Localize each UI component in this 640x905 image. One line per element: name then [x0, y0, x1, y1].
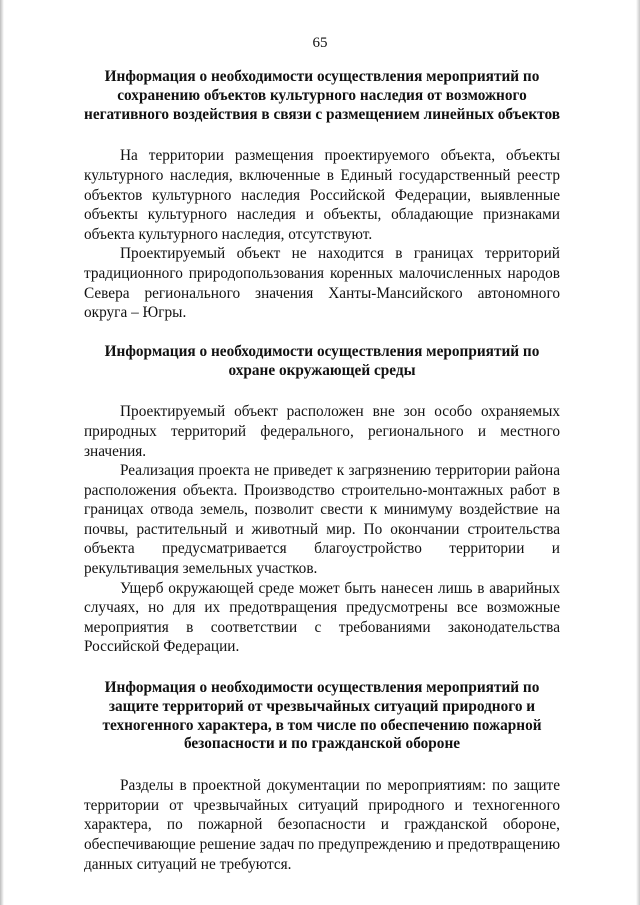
heading-line: защите территорий от чрезвычайных ситуаций природного и	[108, 697, 536, 715]
paragraph: Разделы в проектной документации по мероприятиям: по защите территории от чрезвычайных ситуаций природного и техногенного характера, по пожарной безопасности и гражданской обороне, обеспечивающие решение задач по предупреждению и предотвращению данных ситуаций не требуются.	[84, 777, 560, 873]
heading-line: техногенного характера, в том числе по обеспечению пожарной	[102, 716, 542, 734]
section-environment-protection	[84, 343, 560, 657]
heading-line: сохранению объектов культурного наследия от возможного	[117, 86, 527, 104]
section-heading	[84, 679, 560, 754]
section-emergency-protection	[84, 679, 560, 874]
scan-edge-left	[0, 0, 4, 905]
section-cultural-heritage	[84, 68, 560, 323]
heading-line: безопасности и по гражданской обороне	[183, 735, 461, 753]
heading-line: Информация о необходимости осуществления мероприятий по	[104, 342, 540, 360]
heading-line: Информация о необходимости осуществления мероприятий по	[104, 68, 540, 85]
scan-edge-right	[636, 0, 640, 905]
paragraph: На территории размещения проектируемого объекта, объекты культурного наследия, включенные в Единый государственный реестр объектов культурного наследия Российской Федерации, выявленные объекты культурного наследия и объекты, обладающие признаками объекта культурного наследия, отсутствуют.	[84, 147, 560, 243]
page-number: 65	[312, 35, 328, 51]
paragraph: Проектируемый объект расположен вне зон особо охраняемых природных территорий федерального, регионального и местного значения.	[84, 403, 560, 460]
paragraph: Реализация проекта не приведет к загрязнению территории района расположения объекта. Производство строительно-монтажных работ в границах отвода земель, позволит свести к минимуму воздействие на почвы, растительный и животный мир. По окончании строительства объекта предусматривается благоустройство территории и рекультивация земельных участков.	[84, 462, 560, 578]
document-body	[84, 68, 560, 874]
paragraph: Ущерб окружающей среде может быть нанесен лишь в аварийных случаях, но для их предотвращения предусмотрены все возможные мероприятия в соответствии с требованиями законодательства Российской Федерации.	[84, 579, 560, 656]
section-heading	[84, 68, 560, 124]
paragraph: Проектируемый объект не находится в границах территорий традиционного природопользования коренных малочисленных народов Севера регионального значения Ханты-Мансийского автономного округа – Югры.	[84, 245, 560, 322]
section-heading	[84, 343, 560, 381]
heading-line: охране окружающей среды	[228, 361, 416, 379]
heading-line: Информация о необходимости осуществления мероприятий по	[104, 679, 540, 697]
heading-line: негативного воздействия в связи с размещением линейных объектов	[84, 105, 560, 123]
